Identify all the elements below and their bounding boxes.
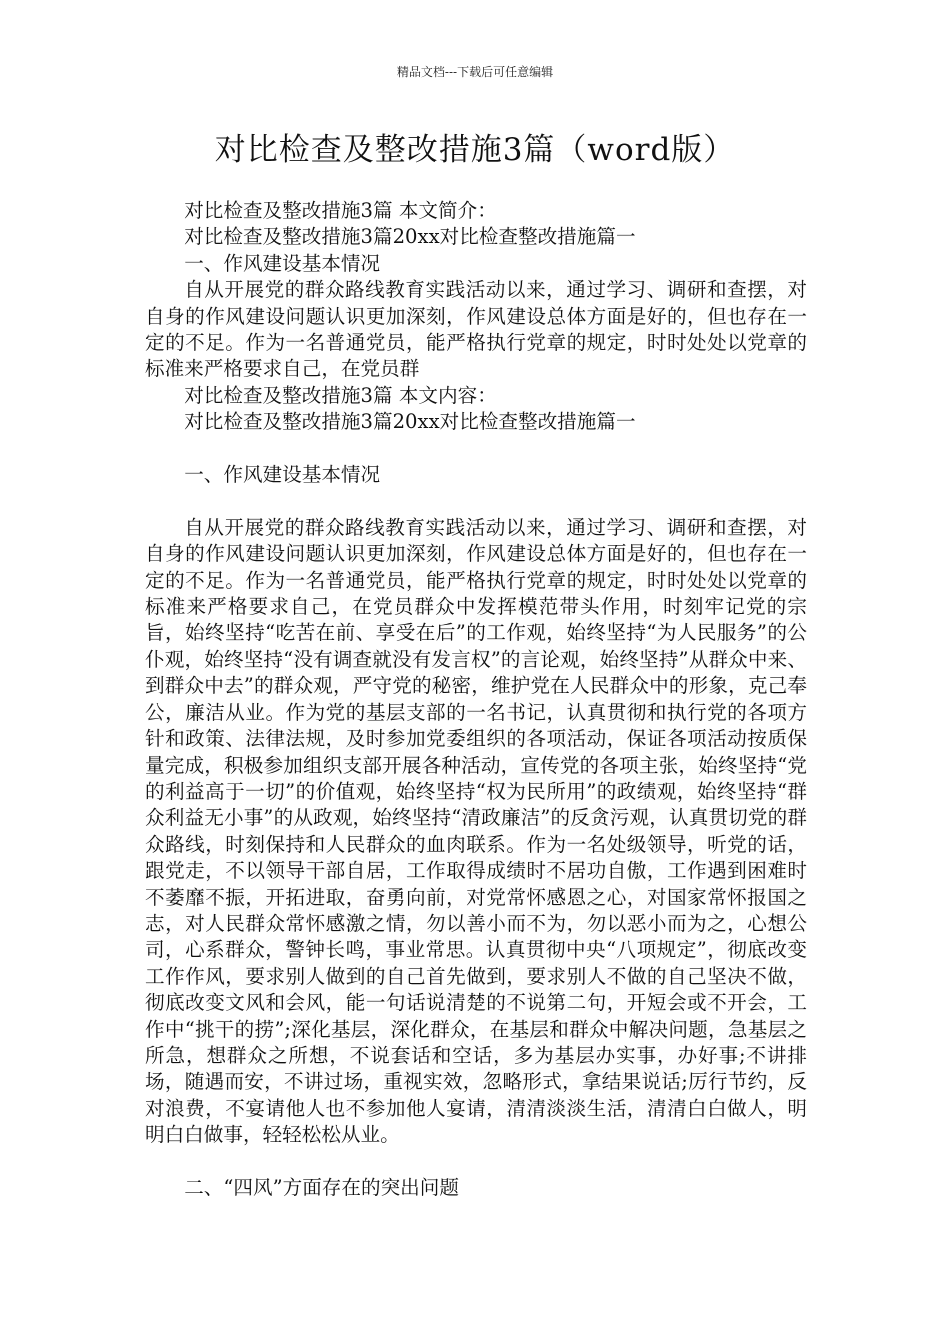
- document-title: 对比检查及整改措施3篇（word版）: [214, 132, 736, 168]
- intro-subtitle: 对比检查及整改措施3篇20xx对比检查整改措施篇一: [184, 225, 636, 249]
- document-body: [145, 198, 807, 1201]
- intro-label: 对比检查及整改措施3篇 本文简介：: [184, 199, 497, 222]
- page-header: 精品文档---下载后可任意编辑: [396, 65, 554, 79]
- intro-heading: 一、作风建设基本情况: [184, 251, 381, 275]
- content-label: 对比检查及整改措施3篇 本文内容：: [184, 383, 497, 407]
- content-subtitle: 对比检查及整改措施3篇20xx对比检查整改措施篇一: [184, 410, 636, 434]
- section2-heading: 二、“四风”方面存在的突出问题: [184, 1175, 459, 1199]
- intro-excerpt: 自从开展党的群众路线教育实践活动以来，通过学习、调研和查摆，对自身的作风建设问题认识更加深刻，作风建设总体方面是好的，但也存在一定的不足。作为一名普通党员，能严格执行党章的规定，时时处处以党章的标准来严格要求自己，在党员群: [145, 278, 807, 381]
- section1-heading: 一、作风建设基本情况: [184, 463, 381, 487]
- section1-body: 自从开展党的群众路线教育实践活动以来，通过学习、调研和查摆，对自身的作风建设问题认识更加深刻，作风建设总体方面是好的，但也存在一定的不足。作为一名普通党员，能严格执行党章的规定，时时处处以党章的标准来严格要求自己，在党员群众中发挥模范带头作用，时刻牢记党的宗旨，始终坚持“吃苦在前、享受在后”的工作观，始终坚持“为人民服务”的公仆观，始终坚持“没有调查就没有发言权”的言论观，始终坚持”从群众中来、到群众中去”的群众观，严守党的秘密，维护党在人民群众中的形象，克己奉公，廉洁从业。作为党的基层支部的一名书记，认真贯彻和执行党的各项方针和政策、法律法规，及时参加党委组织的各项活动，保证各项活动按质保量完成，积极参加组织支部开展各种活动，宣传党的各项主张，始终坚持“党的利益高于一切”的价值观，始终坚持“权为民所用”的政绩观，始终坚持“群众利益无小事”的从政观，始终坚持“清政廉洁”的反贪污观，认真贯切党的群众路线，时刻保持和人民群众的血肉联系。作为一名处级领导，听党的话，跟党走，不以领导干部自居，工作取得成绩时不居功自傲，工作遇到困难时不萎靡不振，开拓进取，奋勇向前，对党常怀感恩之心，对国家常怀报国之志，对人民群众常怀感激之情，勿以善小而不为，勿以恶小而为之，心想公司，心系群众，警钟长鸣，事业常思。认真贯彻中央“八项规定”，彻底改变工作作风，要求别人做到的自己首先做到，要求别人不做的自己坚决不做，彻底改变文风和会风，能一句话说清楚的不说第二句，开短会或不开会，工作中“挑干的捞”;深化基层，深化群众，在基层和群众中解决问题，急基层之所急，想群众之所想，不说套话和空话，多为基层办实事，办好事;不讲排场，随遇而安，不讲过场，重视实效，忽略形式，拿结果说话;厉行节约，反对浪费，不宴请他人也不参加他人宴请，清清淡淡生活，清清白白做人，明明白白做事，轻轻松松从业。: [145, 515, 807, 1147]
